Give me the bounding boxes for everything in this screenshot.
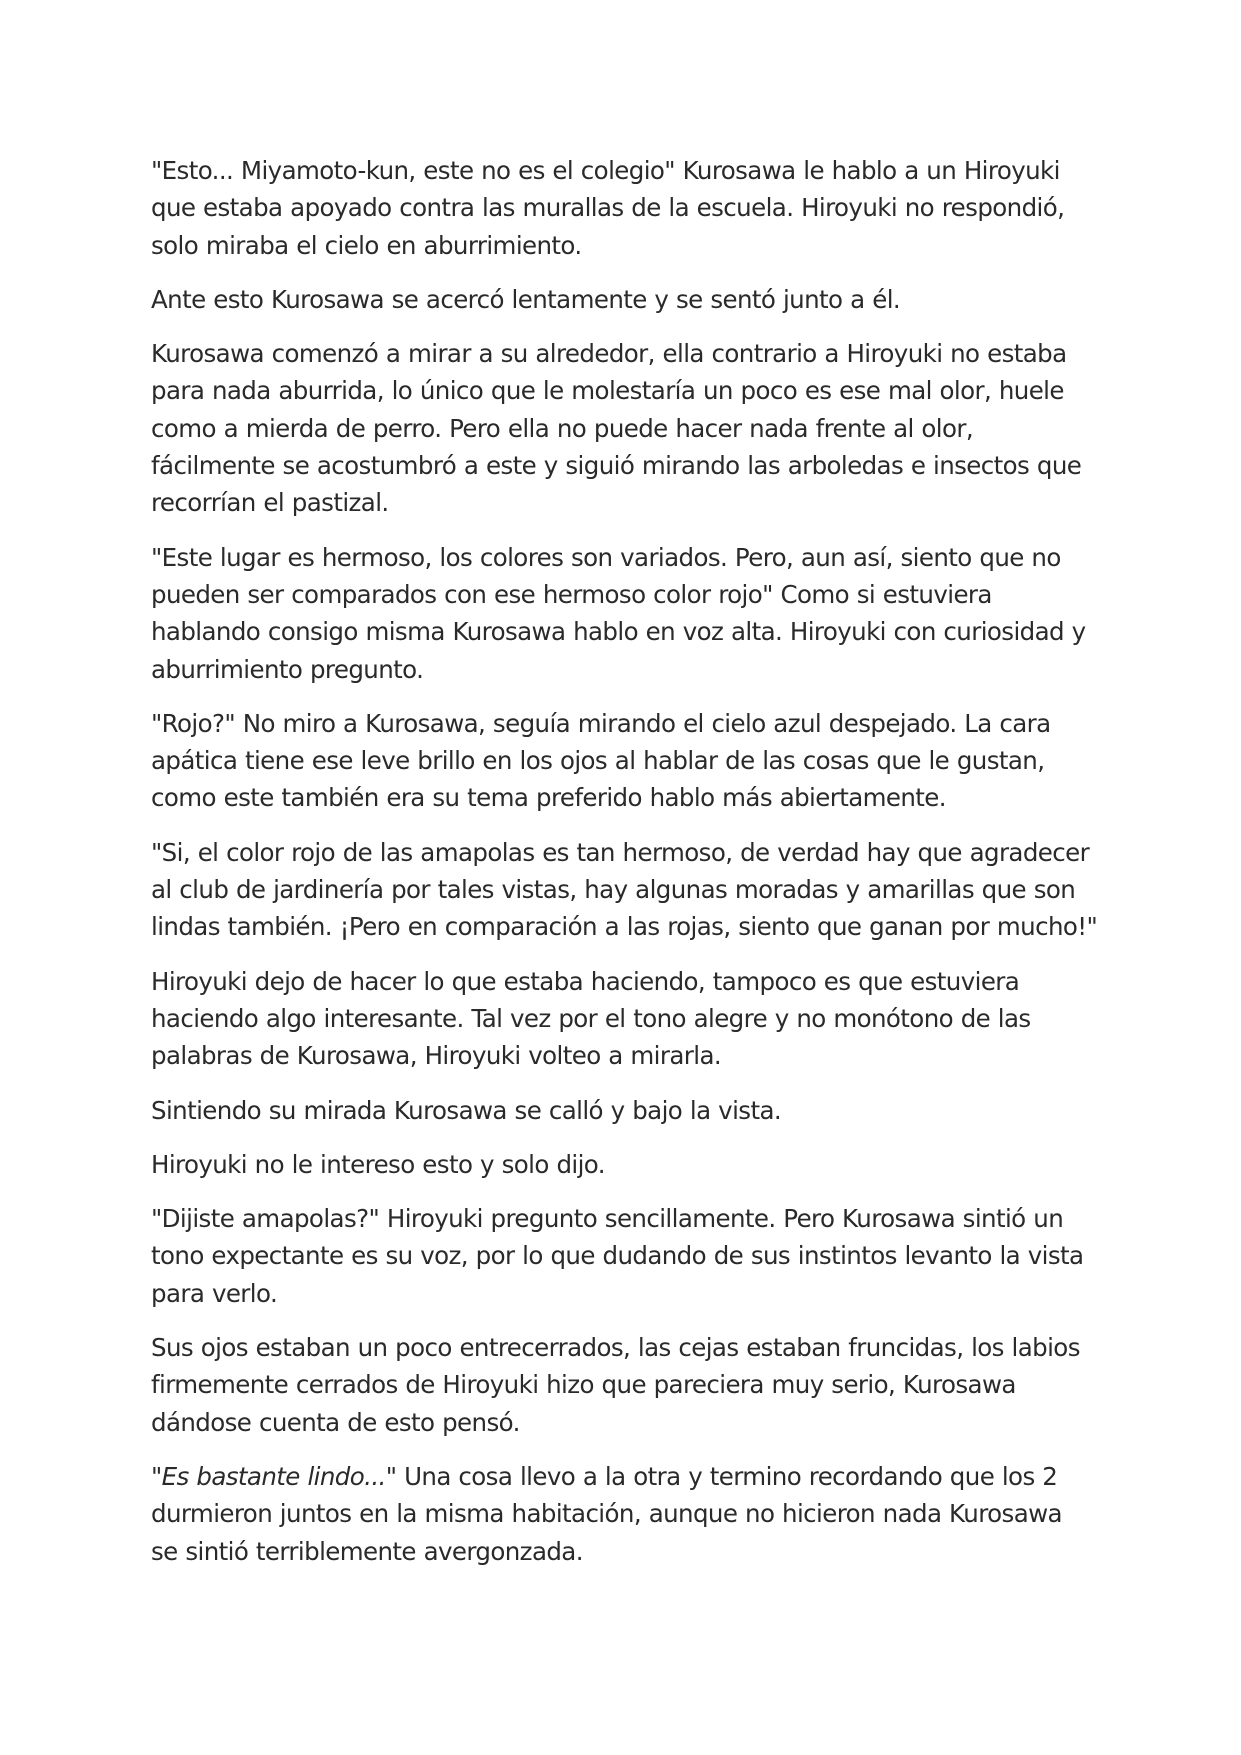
text-line: tono expectante es su voz, por lo que dudando de sus instintos levanto la vista [151, 1241, 1084, 1271]
text-line: para nada aburrida, lo único que le molestaría un poco es ese mal olor, huele [151, 376, 1064, 406]
body-text [151, 152, 1101, 1587]
text-line: palabras de Kurosawa, Hiroyuki volteo a mirarla. [151, 1041, 722, 1071]
paragraph-4 [151, 539, 1101, 688]
paragraph-8 [151, 1092, 1101, 1129]
paragraph-5 [151, 705, 1101, 817]
text-line: "Dijiste amapolas?" Hiroyuki pregunto sencillamente. Pero Kurosawa sintió un [151, 1204, 1064, 1234]
line-continuation: Una cosa llevo a la otra y termino recordando que los 2 [396, 1461, 1058, 1491]
text-line: Ante esto Kurosawa se acercó lentamente y se sentó junto a él. [151, 284, 901, 314]
text-line: aburrimiento pregunto. [151, 654, 424, 684]
text-line: firmemente cerrados de Hiroyuki hizo que pareciera muy serio, Kurosawa [151, 1370, 1016, 1400]
paragraph-7 [151, 963, 1101, 1075]
text-line: "Rojo?" No miro a Kurosawa, seguía mirando el cielo azul despejado. La cara [151, 708, 1051, 738]
text-line: para verlo. [151, 1278, 278, 1308]
text-line: haciendo algo interesante. Tal vez por el tono alegre y no monótono de las [151, 1003, 1031, 1033]
text-line: Sus ojos estaban un poco entrecerrados, las cejas estaban fruncidas, los labios [151, 1333, 1080, 1363]
text-line: al club de jardinería por tales vistas, hay algunas moradas y amarillas que son [151, 875, 1076, 905]
paragraph-12 [151, 1458, 1101, 1570]
text-line: fácilmente se acostumbró a este y siguió mirando las arboledas e insectos que [151, 451, 1082, 481]
paragraph-1 [151, 152, 1101, 264]
italic-thought: "Es bastante lindo..." [151, 1461, 397, 1491]
text-line: "Si, el color rojo de las amapolas es tan hermoso, de verdad hay que agradecer [151, 837, 1090, 867]
text-line: lindas también. ¡Pero en comparación a las rojas, siento que ganan por mucho!" [151, 912, 1098, 942]
text-line: Sintiendo su mirada Kurosawa se calló y bajo la vista. [151, 1095, 782, 1125]
paragraph-9 [151, 1146, 1101, 1183]
text-line: "Esto... Miyamoto-kun, este no es el colegio" Kurosawa le hablo a un Hiroyuki [151, 156, 1060, 185]
text-line: dándose cuenta de esto pensó. [151, 1407, 520, 1437]
text-line: apática tiene ese leve brillo en los ojos al hablar de las cosas que le gustan, [151, 746, 1045, 776]
text-line: recorrían el pastizal. [151, 488, 389, 518]
text-line: Kurosawa comenzó a mirar a su alrededor, ella contrario a Hiroyuki no estaba [151, 339, 1067, 369]
paragraph-2 [151, 281, 1101, 318]
text-line: como este también era su tema preferido hablo más abiertamente. [151, 783, 946, 813]
text-line: Hiroyuki dejo de hacer lo que estaba haciendo, tampoco es que estuviera [151, 966, 1020, 996]
text-line: solo miraba el cielo en aburrimiento. [151, 230, 582, 260]
text-line: pueden ser comparados con ese hermoso color rojo" Como si estuviera [151, 579, 992, 609]
text-line: Hiroyuki no le intereso esto y solo dijo. [151, 1149, 605, 1179]
text-line: como a mierda de perro. Pero ella no puede hacer nada frente al olor, [151, 413, 974, 443]
text-line: hablando consigo misma Kurosawa hablo en voz alta. Hiroyuki con curiosidad y [151, 617, 1086, 647]
text-line: que estaba apoyado contra las murallas de la escuela. Hiroyuki no respondió, [151, 193, 1065, 223]
text-line: durmieron juntos en la misma habitación, aunque no hicieron nada Kurosawa [151, 1499, 1062, 1529]
text-line-mixed [151, 1458, 1101, 1495]
paragraph-10 [151, 1200, 1101, 1312]
paragraph-11 [151, 1329, 1101, 1441]
paragraph-3 [151, 335, 1101, 521]
text-line: se sintió terriblemente avergonzada. [151, 1536, 583, 1566]
paragraph-6 [151, 834, 1101, 946]
text-line: "Este lugar es hermoso, los colores son variados. Pero, aun así, siento que no [151, 542, 1061, 572]
